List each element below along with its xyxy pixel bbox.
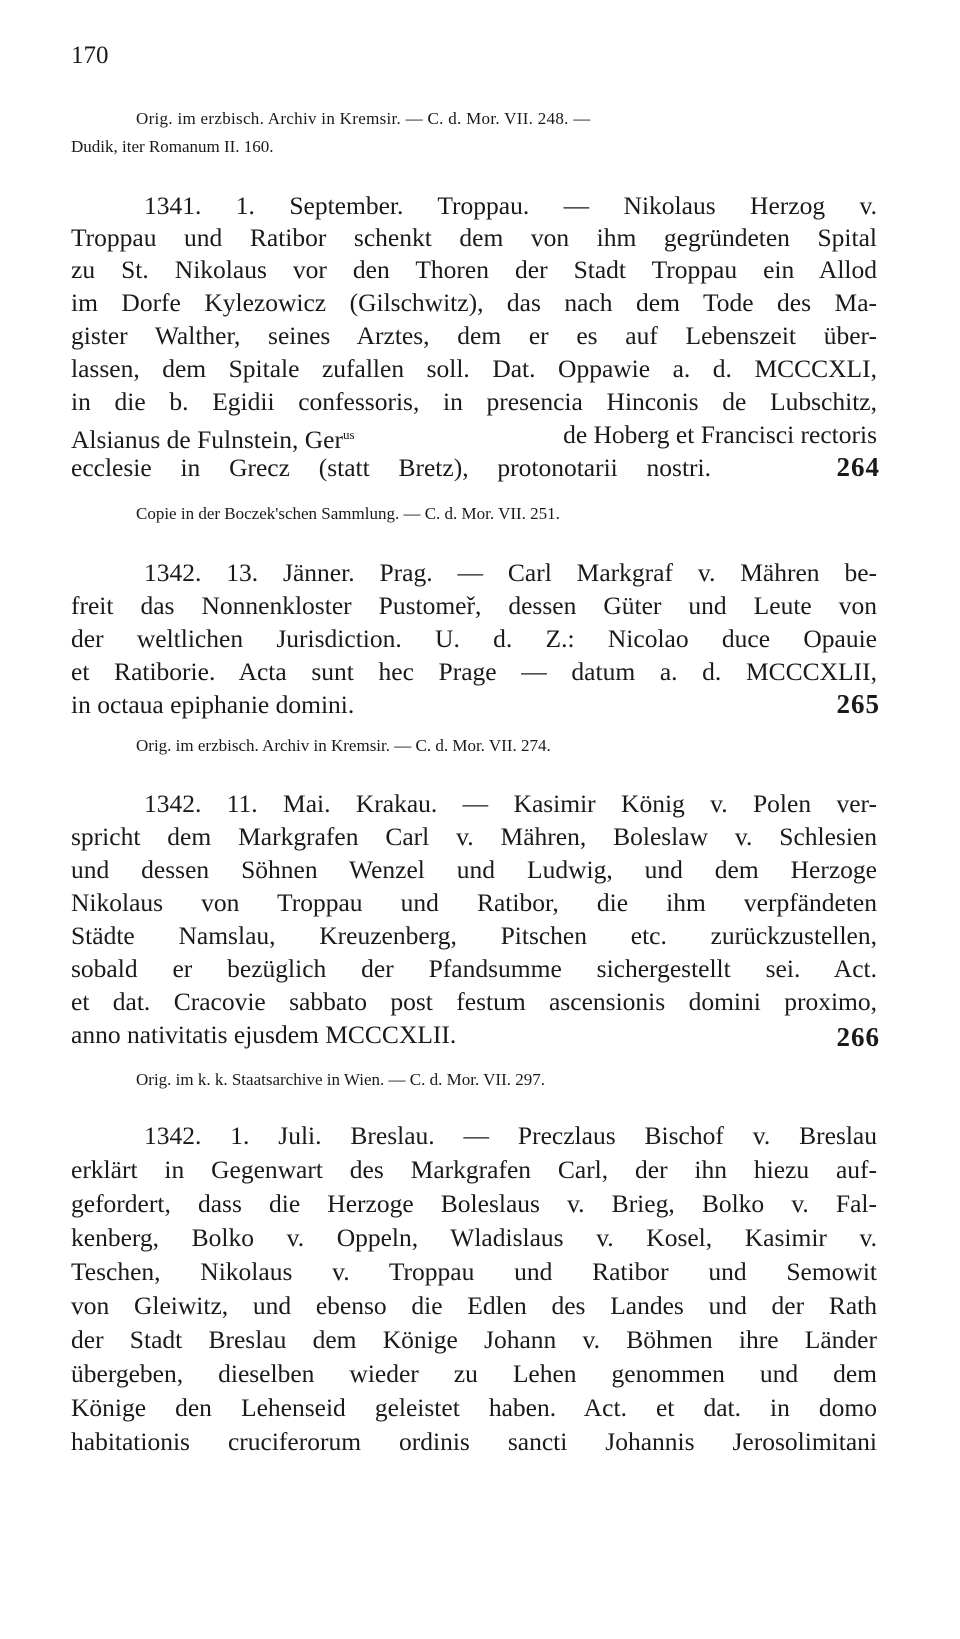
entry-text-line: freit das Nonnenkloster Pustomeř, dessen Güter und Leute von [71, 591, 877, 620]
entry-text-line: et dat. Cracovie sabbato post festum ascensionis domini proximo, [71, 987, 877, 1016]
page-number: 170 [71, 42, 109, 69]
entry-text-line: der weltlichen Jurisdiction. U. d. Z.: Nicolao duce Opauie [71, 624, 877, 653]
entry-text-fragment: Alsianus de Fulnstein, Ger$^{us}$ [71, 425, 355, 454]
entry-text-line: der Stadt Breslau dem Könige Johann v. Böhmen ihre Länder [71, 1325, 877, 1354]
entry-text-line: lassen, dem Spitale zufallen soll. Dat. Oppawie a. d. MCCCXLI, [71, 354, 877, 383]
entry-text-line: im Dorfe Kylezowicz (Gilschwitz), das nach dem Tode des Ma- [71, 288, 877, 317]
document-number: 264 [836, 452, 880, 482]
entry-text-line: habitationis cruciferorum ordinis sancti Johannis Jerosolimitani [71, 1427, 877, 1456]
entry-heading: 1342. 11. Mai. Krakau. — Kasimir König v. Polen ver- [144, 789, 877, 818]
source-note: Copie in der Boczek'schen Sammlung. — C. d. Mor. VII. 251. [136, 504, 560, 523]
entry-text-line: in die b. Egidii confessoris, in presencia Hinconis de Lubschitz, [71, 387, 877, 416]
entry-text-line: sobald er bezüglich der Pfandsumme sichergestellt sei. Act. [71, 954, 877, 983]
source-note: Orig. im erzbisch. Archiv in Kremsir. — C. d. Mor. VII. 248. — [136, 109, 591, 128]
entry-text-fragment: de Hoberg et Francisci rectoris [563, 420, 877, 449]
entry-text-line: anno nativitatis ejusdem MCCCXLII. [71, 1020, 457, 1049]
entry-text-line: Teschen, Nikolaus v. Troppau und Ratibor und Semowit [71, 1257, 877, 1286]
entry-text-line: von Gleiwitz, und ebenso die Edlen des Landes und der Rath [71, 1291, 877, 1320]
entry-text-line: Troppau und Ratibor schenkt dem von ihm gegründeten Spital [71, 223, 877, 252]
entry-text-line: in octaua epiphanie domini. [71, 690, 355, 719]
document-number: 266 [836, 1022, 880, 1052]
entry-text-line: kenberg, Bolko v. Oppeln, Wladislaus v. Kosel, Kasimir v. [71, 1223, 877, 1252]
entry-heading: 1342. 1. Juli. Breslau. — Preczlaus Bischof v. Breslau [144, 1121, 877, 1150]
entry-text-line: Könige den Lehenseid geleistet haben. Act. et dat. in domo [71, 1393, 877, 1422]
entry-heading: 1342. 13. Jänner. Prag. — Carl Markgraf v. Mähren be- [144, 558, 877, 587]
entry-text-line: übergeben, dieselben wieder zu Lehen genommen und dem [71, 1359, 877, 1388]
entry-heading: 1341. 1. September. Troppau. — Nikolaus Herzog v. [144, 191, 877, 220]
entry-text-line: und dessen Söhnen Wenzel und Ludwig, und dem Herzoge [71, 855, 877, 884]
entry-text-line [71, 419, 877, 456]
source-note: Dudik, iter Romanum II. 160. [71, 137, 274, 156]
entry-text-line: erklärt in Gegenwart des Markgrafen Carl, der ihn hiezu auf- [71, 1155, 877, 1184]
entry-text-line: gefordert, dass die Herzoge Boleslaus v. Brieg, Bolko v. Fal- [71, 1189, 877, 1218]
entry-text-line: et Ratiborie. Acta sunt hec Prage — datum a. d. MCCCXLII, [71, 657, 877, 686]
entry-text-line: gister Walther, seines Arztes, dem er es auf Lebenszeit über- [71, 321, 877, 350]
document-number: 265 [836, 689, 880, 719]
entry-text-line: Nikolaus von Troppau und Ratibor, die ihm verpfändeten [71, 888, 877, 917]
source-note: Orig. im k. k. Staatsarchive in Wien. — C. d. Mor. VII. 297. [136, 1070, 546, 1089]
entry-text-line: zu St. Nikolaus vor den Thoren der Stadt Troppau ein Allod [71, 255, 877, 284]
entry-text-line: spricht dem Markgrafen Carl v. Mähren, Boleslaw v. Schlesien [71, 822, 877, 851]
source-note: Orig. im erzbisch. Archiv in Kremsir. — C. d. Mor. VII. 274. [136, 736, 551, 755]
entry-text-line: Städte Namslau, Kreuzenberg, Pitschen etc. zurückzustellen, [71, 921, 877, 950]
entry-text-line: ecclesie in Grecz (statt Bretz), protonotarii nostri. [71, 453, 711, 482]
